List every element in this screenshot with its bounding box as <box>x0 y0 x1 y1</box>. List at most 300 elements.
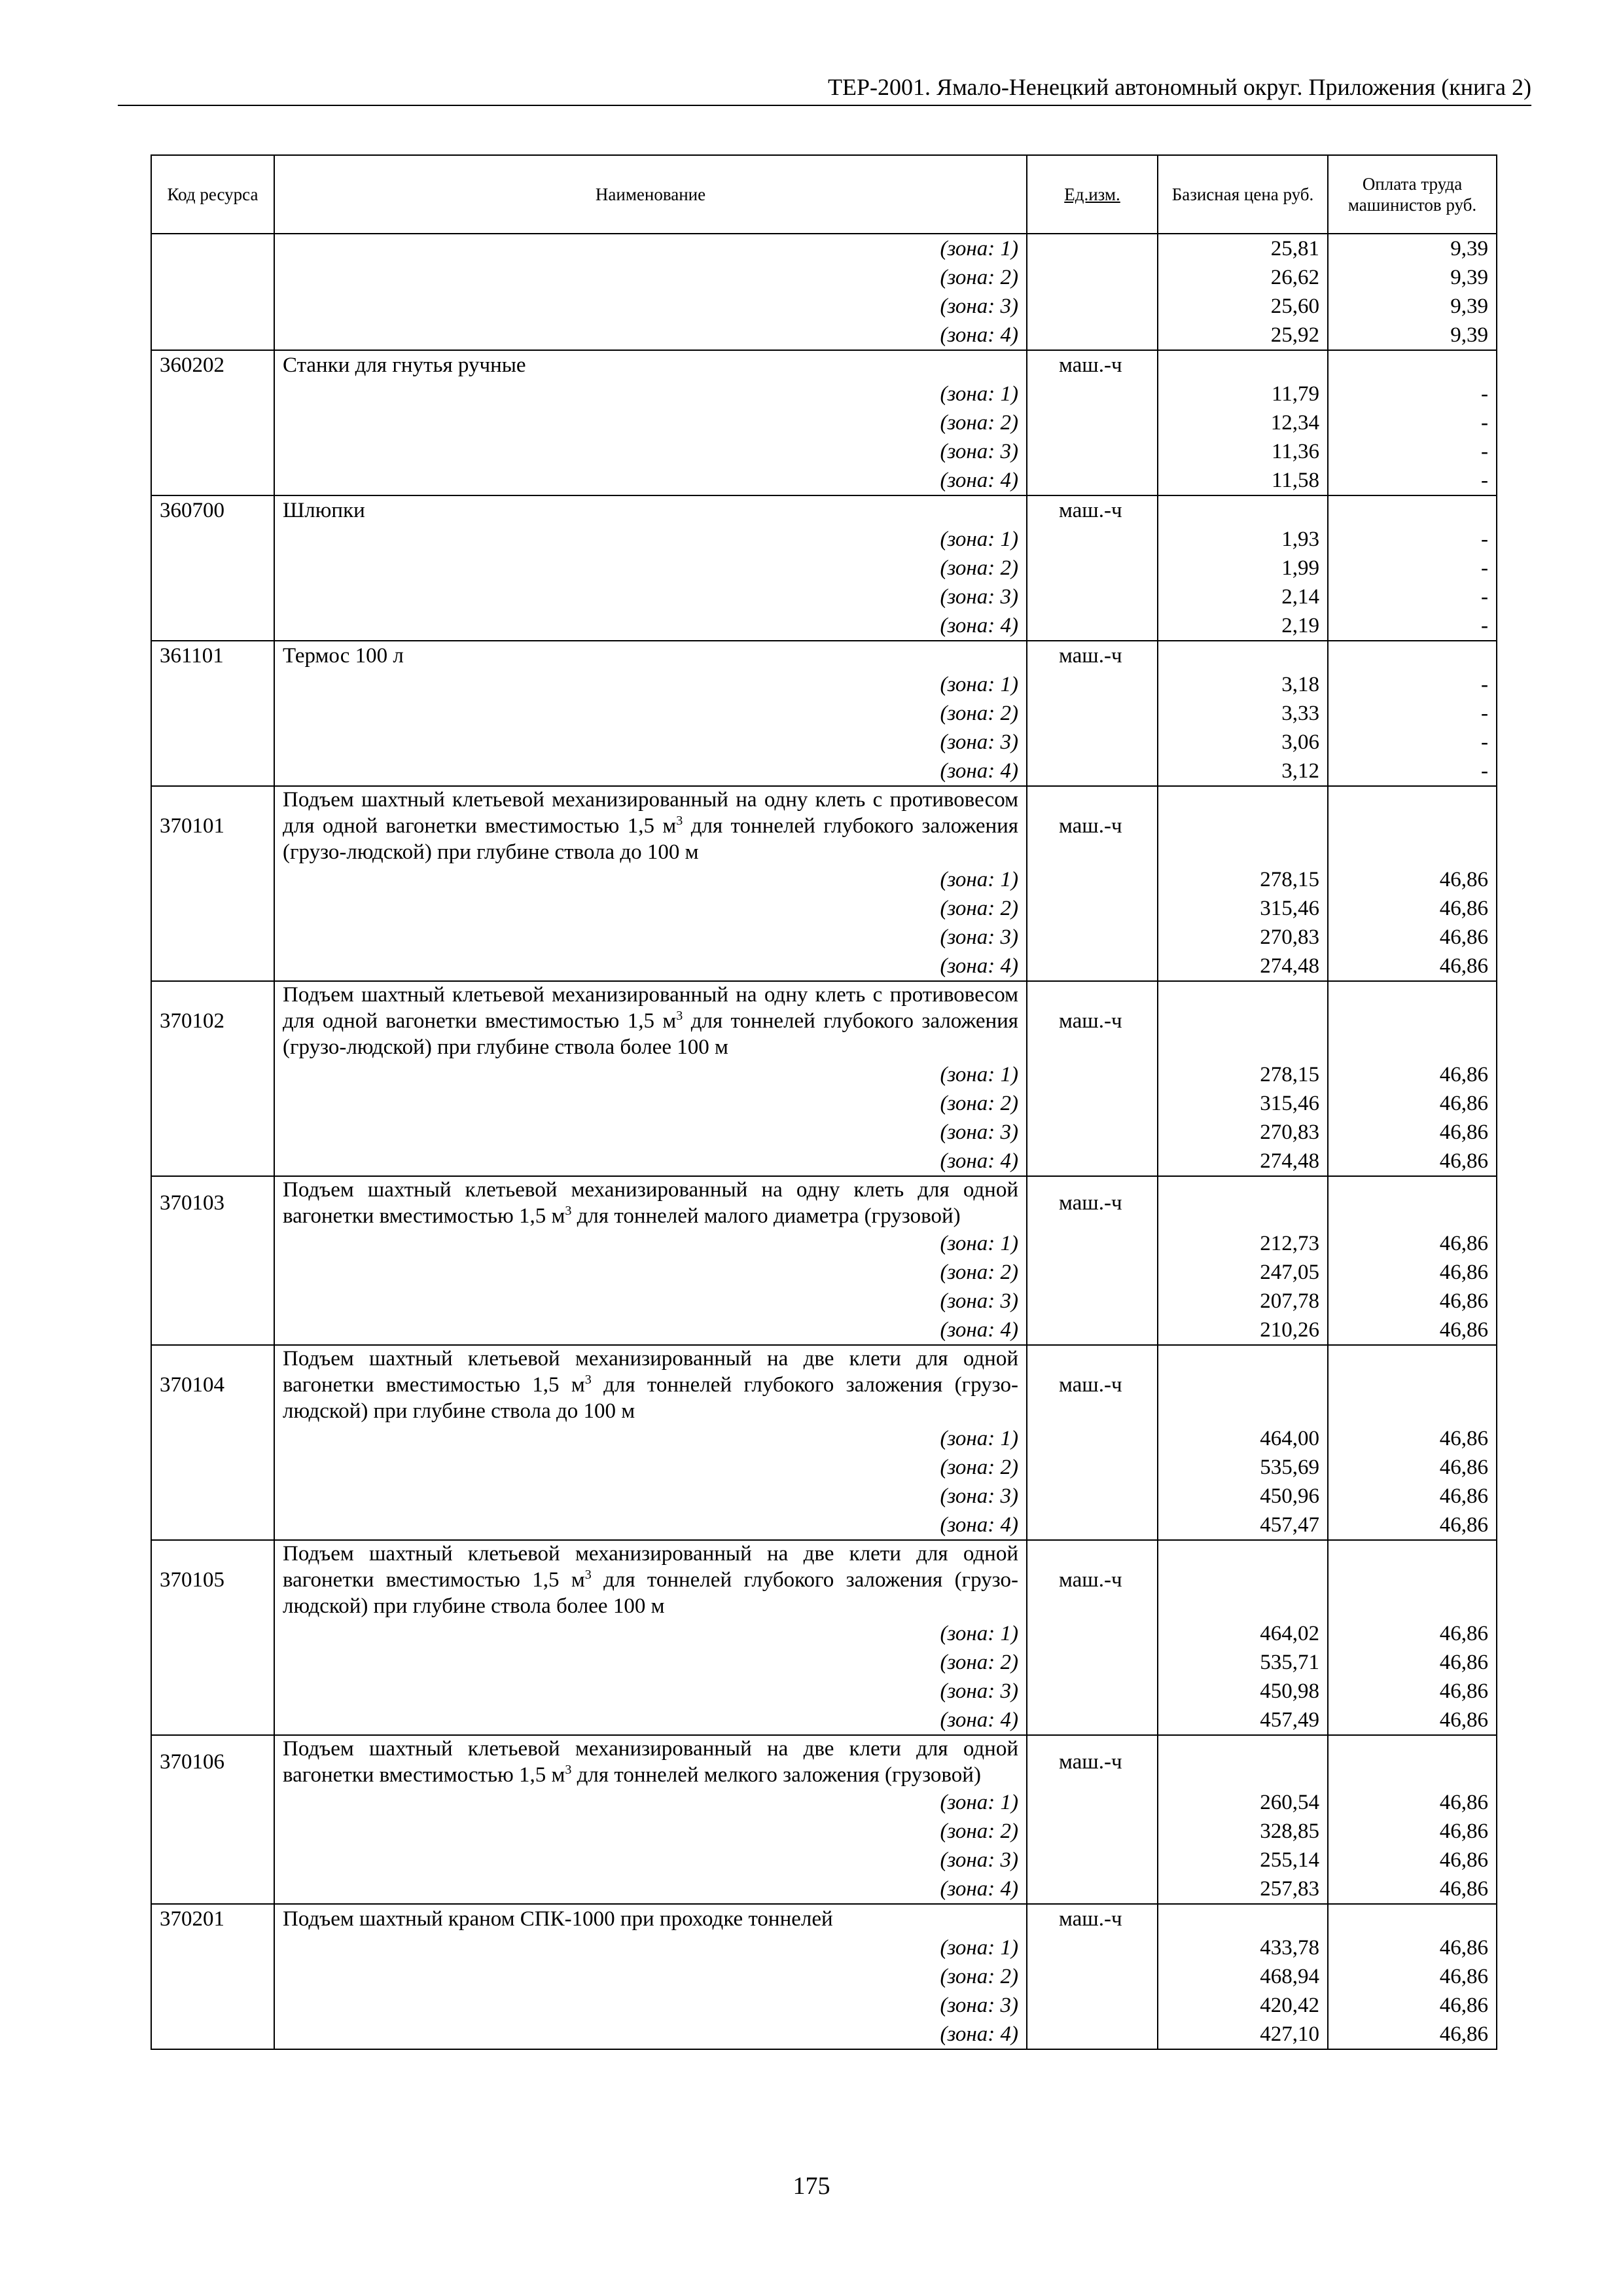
zone-price: 450,96 <box>1158 1482 1328 1511</box>
resource-labor <box>1328 786 1497 865</box>
zone-price: 328,85 <box>1158 1817 1328 1846</box>
zone-label: (зона: 3) <box>274 1482 1027 1511</box>
zone-unit-empty <box>1027 321 1158 350</box>
zone-label: (зона: 2) <box>274 1089 1027 1118</box>
resource-price <box>1158 350 1328 380</box>
zone-code-empty <box>151 2020 274 2049</box>
zone-unit-empty <box>1027 1060 1158 1089</box>
resource-name <box>274 1345 1027 1424</box>
zone-label: (зона: 1) <box>274 670 1027 699</box>
zone-price: 207,78 <box>1158 1287 1328 1316</box>
zone-code-empty <box>151 1060 274 1089</box>
zone-label: (зона: 4) <box>274 1511 1027 1540</box>
zone-price: 535,71 <box>1158 1648 1328 1677</box>
resource-row <box>151 981 1497 1060</box>
zone-unit-empty <box>1027 1677 1158 1706</box>
resource-labor <box>1328 1176 1497 1229</box>
zone-unit-empty <box>1027 894 1158 923</box>
zone-unit-empty <box>1027 952 1158 981</box>
zone-unit-empty <box>1027 1118 1158 1147</box>
zone-label: (зона: 3) <box>274 583 1027 611</box>
zone-row <box>151 728 1497 757</box>
zone-code-empty <box>151 865 274 894</box>
zone-price: 210,26 <box>1158 1316 1328 1345</box>
zone-code-empty <box>151 1788 274 1817</box>
zone-label: (зона: 4) <box>274 2020 1027 2049</box>
column-header-price: Базисная цена руб. <box>1158 155 1328 234</box>
zone-unit-empty <box>1027 263 1158 292</box>
resource-price <box>1158 495 1328 525</box>
zone-row <box>151 408 1497 437</box>
zone-price: 468,94 <box>1158 1962 1328 1991</box>
resource-row <box>151 495 1497 525</box>
zone-labor: 46,86 <box>1328 865 1497 894</box>
zone-row <box>151 437 1497 466</box>
zone-unit-empty <box>1027 1648 1158 1677</box>
zone-code-empty <box>151 1482 274 1511</box>
zone-label: (зона: 3) <box>274 923 1027 952</box>
resource-unit: маш.-ч <box>1027 786 1158 865</box>
zone-row <box>151 2020 1497 2049</box>
page-header <box>118 72 1531 106</box>
zone-labor: - <box>1328 728 1497 757</box>
zone-label: (зона: 4) <box>274 952 1027 981</box>
zone-row <box>151 894 1497 923</box>
zone-code-empty <box>151 525 274 554</box>
zone-code-empty <box>151 1147 274 1176</box>
zone-row <box>151 1316 1497 1345</box>
resource-price <box>1158 1540 1328 1619</box>
zone-label: (зона: 4) <box>274 321 1027 350</box>
zone-unit-empty <box>1027 466 1158 495</box>
column-header-name: Наименование <box>274 155 1027 234</box>
zone-row <box>151 1424 1497 1453</box>
zone-labor: 46,86 <box>1328 1817 1497 1846</box>
zone-labor: 9,39 <box>1328 321 1497 350</box>
zone-price: 2,19 <box>1158 611 1328 641</box>
zone-unit-empty <box>1027 1788 1158 1817</box>
zone-labor: 46,86 <box>1328 1147 1497 1176</box>
zone-label: (зона: 3) <box>274 1677 1027 1706</box>
zone-code-empty <box>151 670 274 699</box>
zone-unit-empty <box>1027 1874 1158 1904</box>
zone-code-empty <box>151 923 274 952</box>
zone-label: (зона: 4) <box>274 1706 1027 1735</box>
zone-code-empty <box>151 1511 274 1540</box>
resource-row <box>151 1345 1497 1424</box>
zone-row <box>151 1874 1497 1904</box>
zone-row <box>151 952 1497 981</box>
resource-name: Термос 100 л <box>274 641 1027 670</box>
zone-labor: 46,86 <box>1328 1118 1497 1147</box>
zone-row <box>151 757 1497 786</box>
zone-label: (зона: 1) <box>274 1424 1027 1453</box>
zone-unit-empty <box>1027 1453 1158 1482</box>
resource-description: Подъем шахтный клетьевой механизированный на две клети для одной вагонетки вместимостью 1,5 $м^3$ для тоннелей глубокого заложения (грузо-людской) при глубине ствола до 100 м <box>283 1347 1018 1423</box>
resource-name <box>274 1540 1027 1619</box>
resource-price <box>1158 1176 1328 1229</box>
resource-code: 370104 <box>151 1345 274 1424</box>
zone-code-empty <box>151 1316 274 1345</box>
zone-labor: 46,86 <box>1328 1874 1497 1904</box>
zone-label: (зона: 3) <box>274 1287 1027 1316</box>
resource-name: Станки для гнутья ручные <box>274 350 1027 380</box>
zone-labor: 46,86 <box>1328 1287 1497 1316</box>
zone-row <box>151 1453 1497 1482</box>
zone-label: (зона: 1) <box>274 1933 1027 1962</box>
zone-row <box>151 1287 1497 1316</box>
resource-labor <box>1328 641 1497 670</box>
resource-code: 370102 <box>151 981 274 1060</box>
zone-row <box>151 1648 1497 1677</box>
zone-label: (зона: 2) <box>274 408 1027 437</box>
zone-labor: - <box>1328 611 1497 641</box>
zone-unit-empty <box>1027 525 1158 554</box>
zone-code-empty <box>151 757 274 786</box>
zone-row <box>151 583 1497 611</box>
page-header-title: ТЕР-2001. Ямало-Ненецкий автономный округ. Приложения (книга 2) <box>828 74 1531 100</box>
resource-code: 370101 <box>151 786 274 865</box>
zone-price: 11,79 <box>1158 380 1328 408</box>
zone-label: (зона: 4) <box>274 611 1027 641</box>
resource-description: Подъем шахтный клетьевой механизированный на одну клеть с противовесом для одной вагонетки вместимостью 1,5 $м^3$ для тоннелей глубокого заложения (грузо-людской) при глубине ствола до 100 м <box>283 788 1018 864</box>
zone-code-empty <box>151 952 274 981</box>
zone-row <box>151 1991 1497 2020</box>
resource-row <box>151 786 1497 865</box>
zone-code-empty <box>151 1089 274 1118</box>
zone-code-empty <box>151 611 274 641</box>
zone-price: 3,06 <box>1158 728 1328 757</box>
zone-label: (зона: 1) <box>274 234 1027 263</box>
zone-row <box>151 1147 1497 1176</box>
zone-unit-empty <box>1027 1511 1158 1540</box>
zone-labor: 9,39 <box>1328 263 1497 292</box>
zone-row <box>151 234 1497 263</box>
resource-labor <box>1328 981 1497 1060</box>
zone-unit-empty <box>1027 2020 1158 2049</box>
zone-row <box>151 263 1497 292</box>
zone-labor: 46,86 <box>1328 1316 1497 1345</box>
zone-label: (зона: 4) <box>274 1316 1027 1345</box>
zone-price: 427,10 <box>1158 2020 1328 2049</box>
resource-labor <box>1328 1735 1497 1788</box>
resource-name: Шлюпки <box>274 495 1027 525</box>
zone-row <box>151 611 1497 641</box>
zone-price: 278,15 <box>1158 1060 1328 1089</box>
zone-label: (зона: 3) <box>274 1118 1027 1147</box>
resource-row <box>151 1540 1497 1619</box>
resource-labor <box>1328 350 1497 380</box>
resource-price <box>1158 786 1328 865</box>
zone-labor: - <box>1328 670 1497 699</box>
zone-code-empty <box>151 1962 274 1991</box>
zone-label: (зона: 1) <box>274 1060 1027 1089</box>
zone-row <box>151 1060 1497 1089</box>
resource-name <box>274 786 1027 865</box>
zone-label: (зона: 2) <box>274 1817 1027 1846</box>
zone-label: (зона: 1) <box>274 1229 1027 1258</box>
zone-price: 464,02 <box>1158 1619 1328 1648</box>
zone-code-empty <box>151 1874 274 1904</box>
zone-label: (зона: 2) <box>274 1648 1027 1677</box>
column-header-unit: Ед.изм. <box>1027 155 1158 234</box>
column-header-labor: Оплата труда машинистов руб. <box>1328 155 1497 234</box>
zone-labor: 46,86 <box>1328 1648 1497 1677</box>
zone-unit-empty <box>1027 1424 1158 1453</box>
zone-price: 3,18 <box>1158 670 1328 699</box>
zone-label: (зона: 2) <box>274 1258 1027 1287</box>
zone-row <box>151 699 1497 728</box>
zone-row <box>151 554 1497 583</box>
zone-price: 255,14 <box>1158 1846 1328 1874</box>
zone-price: 12,34 <box>1158 408 1328 437</box>
zone-labor: 46,86 <box>1328 1229 1497 1258</box>
zone-price: 450,98 <box>1158 1677 1328 1706</box>
zone-labor: 46,86 <box>1328 923 1497 952</box>
zone-unit-empty <box>1027 380 1158 408</box>
zone-price: 315,46 <box>1158 1089 1328 1118</box>
zone-price: 247,05 <box>1158 1258 1328 1287</box>
zone-unit-empty <box>1027 554 1158 583</box>
resource-unit: маш.-ч <box>1027 495 1158 525</box>
zone-labor: 46,86 <box>1328 1089 1497 1118</box>
zone-code-empty <box>151 554 274 583</box>
zone-row <box>151 1258 1497 1287</box>
zone-labor: 46,86 <box>1328 1453 1497 1482</box>
zone-row <box>151 466 1497 495</box>
zone-labor: 46,86 <box>1328 1788 1497 1817</box>
zone-price: 535,69 <box>1158 1453 1328 1482</box>
resource-name <box>274 1735 1027 1788</box>
zone-labor: 46,86 <box>1328 1619 1497 1648</box>
zone-unit-empty <box>1027 1817 1158 1846</box>
resource-unit: маш.-ч <box>1027 1904 1158 1933</box>
zone-unit-empty <box>1027 670 1158 699</box>
zone-unit-empty <box>1027 865 1158 894</box>
zone-labor: 9,39 <box>1328 234 1497 263</box>
zone-unit-empty <box>1027 1619 1158 1648</box>
zone-row <box>151 1706 1497 1735</box>
zone-unit-empty <box>1027 408 1158 437</box>
zone-label: (зона: 4) <box>274 466 1027 495</box>
zone-code-empty <box>151 1846 274 1874</box>
zone-code-empty <box>151 1424 274 1453</box>
resource-name <box>274 1176 1027 1229</box>
zone-unit-empty <box>1027 1933 1158 1962</box>
zone-labor: 46,86 <box>1328 1991 1497 2020</box>
zone-labor: 46,86 <box>1328 894 1497 923</box>
zone-price: 25,92 <box>1158 321 1328 350</box>
zone-code-empty <box>151 1648 274 1677</box>
zone-label: (зона: 2) <box>274 263 1027 292</box>
resource-code: 370106 <box>151 1735 274 1788</box>
resource-code: 370201 <box>151 1904 274 1933</box>
zone-unit-empty <box>1027 923 1158 952</box>
zone-labor: - <box>1328 699 1497 728</box>
zone-labor: 46,86 <box>1328 1060 1497 1089</box>
zone-unit-empty <box>1027 1089 1158 1118</box>
zone-row <box>151 1229 1497 1258</box>
zone-price: 1,99 <box>1158 554 1328 583</box>
zone-unit-empty <box>1027 1258 1158 1287</box>
zone-label: (зона: 2) <box>274 554 1027 583</box>
resource-price <box>1158 641 1328 670</box>
zone-code-empty <box>151 1287 274 1316</box>
resource-labor <box>1328 495 1497 525</box>
zone-price: 457,47 <box>1158 1511 1328 1540</box>
zone-row <box>151 1619 1497 1648</box>
zone-unit-empty <box>1027 1147 1158 1176</box>
zone-price: 278,15 <box>1158 865 1328 894</box>
zone-code-empty <box>151 583 274 611</box>
zone-unit-empty <box>1027 728 1158 757</box>
resource-price <box>1158 1904 1328 1933</box>
zone-unit-empty <box>1027 699 1158 728</box>
zone-labor: - <box>1328 466 1497 495</box>
zone-label: (зона: 1) <box>274 1788 1027 1817</box>
zone-code-empty <box>151 437 274 466</box>
resource-unit: маш.-ч <box>1027 1540 1158 1619</box>
zone-row <box>151 321 1497 350</box>
zone-labor: - <box>1328 757 1497 786</box>
zone-price: 274,48 <box>1158 1147 1328 1176</box>
zone-label: (зона: 3) <box>274 292 1027 321</box>
zone-price: 26,62 <box>1158 263 1328 292</box>
zone-labor: - <box>1328 554 1497 583</box>
zone-labor: - <box>1328 380 1497 408</box>
resource-unit: маш.-ч <box>1027 641 1158 670</box>
resource-unit: маш.-ч <box>1027 1176 1158 1229</box>
resource-row <box>151 641 1497 670</box>
zone-label: (зона: 1) <box>274 525 1027 554</box>
zone-row <box>151 1788 1497 1817</box>
zone-labor: - <box>1328 525 1497 554</box>
resource-labor <box>1328 1904 1497 1933</box>
resource-unit: маш.-ч <box>1027 1345 1158 1424</box>
zone-price: 270,83 <box>1158 1118 1328 1147</box>
zone-code-empty <box>151 1991 274 2020</box>
zone-labor: 46,86 <box>1328 1846 1497 1874</box>
zone-price: 274,48 <box>1158 952 1328 981</box>
zone-label: (зона: 2) <box>274 699 1027 728</box>
zone-price: 257,83 <box>1158 1874 1328 1904</box>
zone-labor: 46,86 <box>1328 952 1497 981</box>
zone-code-empty <box>151 1229 274 1258</box>
zone-unit-empty <box>1027 611 1158 641</box>
zone-code-empty <box>151 380 274 408</box>
resource-row <box>151 1904 1497 1933</box>
zone-row <box>151 1482 1497 1511</box>
zone-labor: 46,86 <box>1328 1677 1497 1706</box>
zone-label: (зона: 4) <box>274 1147 1027 1176</box>
zone-code-empty <box>151 466 274 495</box>
resource-price <box>1158 981 1328 1060</box>
zone-price: 212,73 <box>1158 1229 1328 1258</box>
zone-price: 457,49 <box>1158 1706 1328 1735</box>
zone-unit-empty <box>1027 1482 1158 1511</box>
resource-name <box>274 981 1027 1060</box>
zone-price: 11,58 <box>1158 466 1328 495</box>
zone-price: 260,54 <box>1158 1788 1328 1817</box>
zone-unit-empty <box>1027 1316 1158 1345</box>
zone-labor: 46,86 <box>1328 2020 1497 2049</box>
resource-description: Подъем шахтный клетьевой механизированный на одну клеть с противовесом для одной вагонетки вместимостью 1,5 $м^3$ для тоннелей глубокого заложения (грузо-людской) при глубине ствола более 100 м <box>283 983 1018 1059</box>
zone-label: (зона: 3) <box>274 1991 1027 2020</box>
resource-unit: маш.-ч <box>1027 350 1158 380</box>
resource-row <box>151 1735 1497 1788</box>
zone-labor: 46,86 <box>1328 1482 1497 1511</box>
zone-unit-empty <box>1027 234 1158 263</box>
zone-unit-empty <box>1027 757 1158 786</box>
zone-price: 420,42 <box>1158 1991 1328 2020</box>
zone-label: (зона: 3) <box>274 1846 1027 1874</box>
zone-code-empty <box>151 1453 274 1482</box>
zone-price: 11,36 <box>1158 437 1328 466</box>
zone-price: 25,60 <box>1158 292 1328 321</box>
zone-code-empty <box>151 234 274 263</box>
zone-unit-empty <box>1027 437 1158 466</box>
zone-label: (зона: 2) <box>274 894 1027 923</box>
zone-unit-empty <box>1027 1229 1158 1258</box>
zone-label: (зона: 4) <box>274 1874 1027 1904</box>
zone-labor: 46,86 <box>1328 1706 1497 1735</box>
zone-code-empty <box>151 263 274 292</box>
zone-label: (зона: 3) <box>274 437 1027 466</box>
zone-labor: - <box>1328 437 1497 466</box>
zone-unit-empty <box>1027 1287 1158 1316</box>
zone-labor: - <box>1328 408 1497 437</box>
resource-unit: маш.-ч <box>1027 1735 1158 1788</box>
zone-code-empty <box>151 408 274 437</box>
zone-price: 464,00 <box>1158 1424 1328 1453</box>
zone-labor: 46,86 <box>1328 1933 1497 1962</box>
table-body <box>151 234 1497 2049</box>
zone-row <box>151 1962 1497 1991</box>
zone-price: 25,81 <box>1158 234 1328 263</box>
zone-label: (зона: 4) <box>274 757 1027 786</box>
zone-row <box>151 292 1497 321</box>
resource-labor <box>1328 1540 1497 1619</box>
resource-code: 360202 <box>151 350 274 380</box>
zone-label: (зона: 2) <box>274 1453 1027 1482</box>
zone-code-empty <box>151 1619 274 1648</box>
zone-labor: - <box>1328 583 1497 611</box>
zone-label: (зона: 1) <box>274 865 1027 894</box>
zone-code-empty <box>151 1817 274 1846</box>
zone-labor: 46,86 <box>1328 1424 1497 1453</box>
zone-unit-empty <box>1027 1991 1158 2020</box>
zone-price: 3,12 <box>1158 757 1328 786</box>
zone-row <box>151 525 1497 554</box>
resource-unit: маш.-ч <box>1027 981 1158 1060</box>
zone-code-empty <box>151 699 274 728</box>
resource-labor <box>1328 1345 1497 1424</box>
table-header-row <box>151 155 1497 234</box>
zone-code-empty <box>151 1677 274 1706</box>
zone-price: 315,46 <box>1158 894 1328 923</box>
page-number: 175 <box>793 2172 830 2200</box>
zone-row <box>151 1846 1497 1874</box>
zone-labor: 46,86 <box>1328 1962 1497 1991</box>
zone-code-empty <box>151 1118 274 1147</box>
zone-code-empty <box>151 292 274 321</box>
resource-description: Подъем шахтный клетьевой механизированный на две клети для одной вагонетки вместимостью 1,5 $м^3$ для тоннелей мелкого заложения (грузовой) <box>283 1737 1018 1787</box>
zone-code-empty <box>151 728 274 757</box>
resource-name: Подъем шахтный краном СПК-1000 при проходке тоннелей <box>274 1904 1027 1933</box>
zone-label: (зона: 2) <box>274 1962 1027 1991</box>
zone-row <box>151 923 1497 952</box>
zone-row <box>151 1089 1497 1118</box>
